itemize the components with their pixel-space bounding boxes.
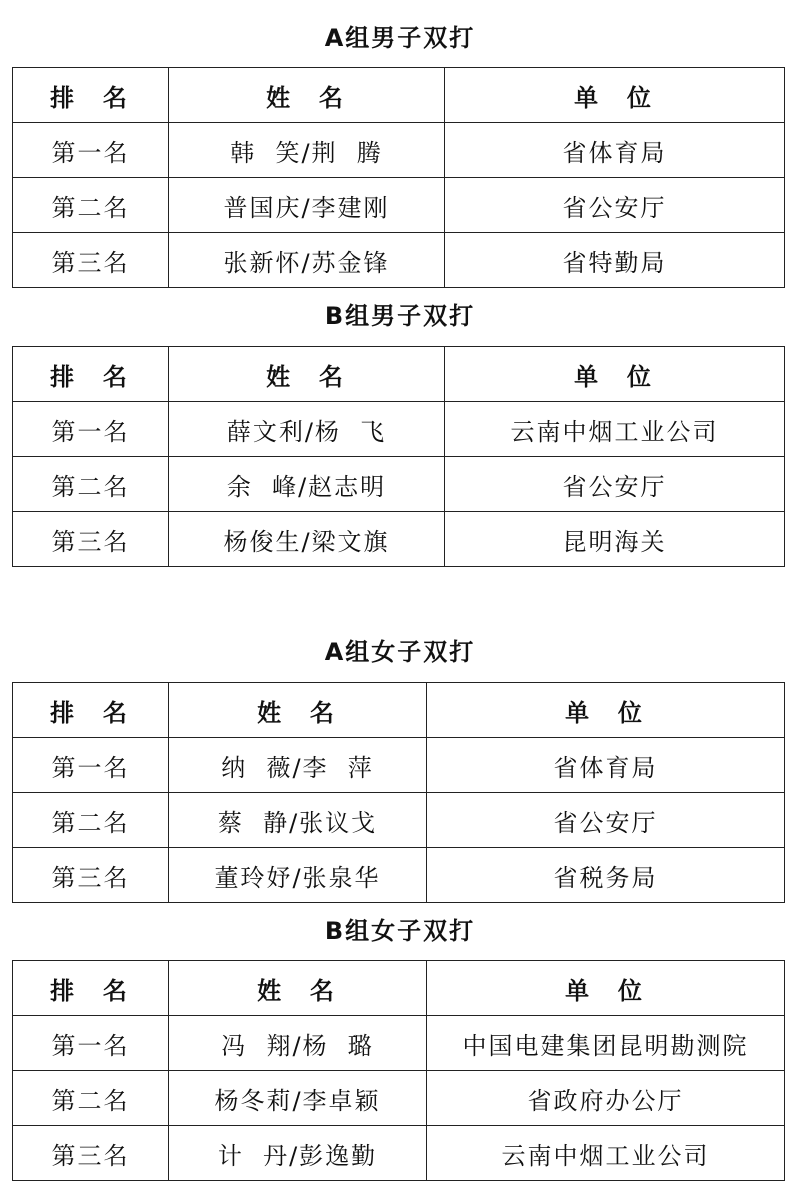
names-cell: 韩 笑/荆 腾	[169, 123, 445, 178]
table-row	[13, 1071, 785, 1126]
names-header: 姓 名	[169, 683, 427, 738]
rank-cell: 第二名	[13, 457, 169, 512]
rank-cell: 第一名	[13, 1016, 169, 1071]
unit-header: 单 位	[427, 961, 785, 1016]
section-title-a-women-doubles: A组女子双打	[324, 638, 476, 666]
table-header-row	[13, 347, 785, 402]
table-row	[13, 512, 785, 567]
rank-header: 排 名	[13, 68, 169, 123]
rank-cell: 第三名	[13, 848, 169, 903]
unit-cell: 省体育局	[445, 123, 785, 178]
unit-cell: 省公安厅	[445, 457, 785, 512]
names-cell: 纳 薇/李 萍	[169, 738, 427, 793]
names-cell: 杨冬莉/李卓颖	[169, 1071, 427, 1126]
table-row	[13, 738, 785, 793]
names-cell: 普国庆/李建刚	[169, 178, 445, 233]
table-header-row	[13, 961, 785, 1016]
names-header: 姓 名	[169, 961, 427, 1016]
section-title-b-women-doubles: B组女子双打	[324, 917, 476, 945]
table-row	[13, 178, 785, 233]
unit-cell: 中国电建集团昆明勘测院	[427, 1016, 785, 1071]
table-row	[13, 123, 785, 178]
rank-cell: 第一名	[13, 123, 169, 178]
names-cell: 董玲妤/张泉华	[169, 848, 427, 903]
results-table-a-men-doubles	[12, 67, 785, 288]
section-title-b-men-doubles: B组男子双打	[324, 302, 476, 330]
unit-cell: 省税务局	[427, 848, 785, 903]
rank-cell: 第二名	[13, 178, 169, 233]
names-cell: 杨俊生/梁文旗	[169, 512, 445, 567]
rank-header: 排 名	[13, 347, 169, 402]
table-row	[13, 233, 785, 288]
results-table-b-women-doubles	[12, 960, 785, 1181]
unit-cell: 省体育局	[427, 738, 785, 793]
names-header: 姓 名	[169, 347, 445, 402]
names-cell: 计 丹/彭逸勤	[169, 1126, 427, 1181]
table-header-row	[13, 683, 785, 738]
table-header-row	[13, 68, 785, 123]
unit-cell: 云南中烟工业公司	[445, 402, 785, 457]
rank-cell: 第二名	[13, 793, 169, 848]
table-row	[13, 402, 785, 457]
rank-cell: 第一名	[13, 738, 169, 793]
names-cell: 冯 翔/杨 璐	[169, 1016, 427, 1071]
names-cell: 张新怀/苏金锋	[169, 233, 445, 288]
unit-header: 单 位	[445, 68, 785, 123]
unit-cell: 省政府办公厅	[427, 1071, 785, 1126]
table-row	[13, 457, 785, 512]
names-cell: 薛文利/杨 飞	[169, 402, 445, 457]
unit-cell: 省特勤局	[445, 233, 785, 288]
unit-cell: 云南中烟工业公司	[427, 1126, 785, 1181]
names-header: 姓 名	[169, 68, 445, 123]
table-row	[13, 1016, 785, 1071]
unit-header: 单 位	[445, 347, 785, 402]
names-cell: 余 峰/赵志明	[169, 457, 445, 512]
rank-header: 排 名	[13, 683, 169, 738]
rank-cell: 第三名	[13, 1126, 169, 1181]
unit-cell: 省公安厅	[427, 793, 785, 848]
table-row	[13, 848, 785, 903]
section-title-a-men-doubles: A组男子双打	[324, 24, 476, 52]
rank-cell: 第三名	[13, 512, 169, 567]
unit-cell: 省公安厅	[445, 178, 785, 233]
table-row	[13, 793, 785, 848]
results-table-a-women-doubles	[12, 682, 785, 903]
rank-header: 排 名	[13, 961, 169, 1016]
rank-cell: 第三名	[13, 233, 169, 288]
table-row	[13, 1126, 785, 1181]
unit-cell: 昆明海关	[445, 512, 785, 567]
unit-header: 单 位	[427, 683, 785, 738]
rank-cell: 第一名	[13, 402, 169, 457]
names-cell: 蔡 静/张议戈	[169, 793, 427, 848]
results-table-b-men-doubles	[12, 346, 785, 567]
rank-cell: 第二名	[13, 1071, 169, 1126]
